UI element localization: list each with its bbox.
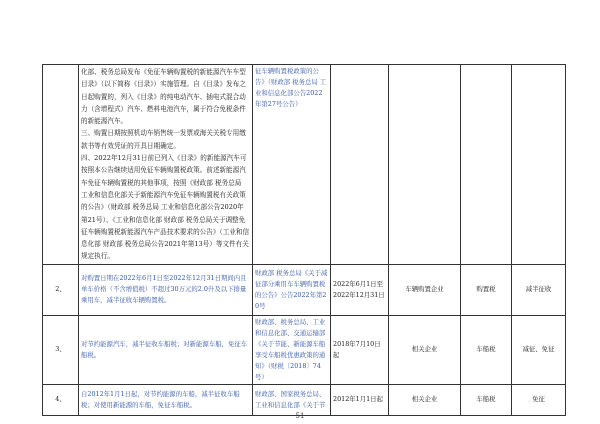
policy-content: 自2012年1月1日起，对节约能源的车船，减半征收车船税；对使用新能源的车船，免征车船税。 [79,384,253,415]
row-index: 3、 [43,315,79,384]
policy-tax-type: 车船税 [461,384,512,415]
policy-period: 2012年1月1日起 [331,384,389,415]
policy-content: 化部、税务总局发布《免征车辆购置税的新能源汽车车型目录》（以下简称《目录》）实施管理。自《目录》发布之日起购置的，列入《目录》的纯电动汽车、插电式混合动力（含增程式）汽车、燃料电池汽车，属于符合免税条件的新能源汽车。 三、购置日期按照机动车销售统一发票或海关关税专用缴款书等有效凭证的开具日期确定。 四、2022年12月31日前已列入《目录》的新能源汽车可按照本公告继续适用免征车辆购置税政策。前述新能源汽车免征车辆购置税的其他事项，按照《财政部 税务总局 工业和信息化部关于新能源汽车免征车辆购置税有关政策的公告》（财政部 税务总局 工业和信息化部公告2020年第21号）、《工业和信息化部 财政部 税务总局关于调整免征车辆购置税新能源汽车产品技术要求的公告》（工业和信息化部 财政部 税务总局公告2021年第13号）等文件有关规定执行。 [79,65,253,265]
policy-subject: 车辆购置企业 [389,264,461,315]
policy-measure: 减半征收 [512,264,566,315]
policy-basis: 征车辆购置税政策的公告》（财政部 税务总局 工业和信息化部公告2022年第27号公告） [253,65,331,265]
policy-basis: 财政部、国家税务总局、工业和信息化部《关于节 [253,384,331,415]
table-row [43,315,566,384]
policy-subject [389,65,461,265]
policy-measure: 减征、免征 [512,315,566,384]
policy-content: 对节约能源汽车，减半征收车船税；对新能源车船，免征车船税。 [79,315,253,384]
policy-period: 2018年7月10日起 [331,315,389,384]
policy-period [331,65,389,265]
policy-tax-type: 购置税 [461,264,512,315]
row-index: 4、 [43,384,79,415]
policy-table [42,64,566,416]
policy-subject: 相关企业 [389,315,461,384]
policy-measure [512,65,566,265]
policy-period: 2022年6月1日至2022年12月31日 [331,264,389,315]
policy-measure: 免征 [512,384,566,415]
table-row [43,65,566,265]
page-number: 51 [295,412,305,420]
policy-tax-type [461,65,512,265]
table-row [43,264,566,315]
policy-tax-type: 车船税 [461,315,512,384]
policy-content: 对购置日期在2022年6月1日至2022年12月31日期间内且单车价格（不含增值税）不超过30万元的2.0升及以下排量乘用车，减半征收车辆购置税。 [79,264,253,315]
policy-subject: 相关企业 [389,384,461,415]
row-index: 2、 [43,264,79,315]
table-row [43,384,566,415]
policy-basis: 财政部 税务总局《关于减征部分乘用车车辆购置税的公告》公告2022年第20号 [253,264,331,315]
row-index [43,65,79,265]
policy-basis: 财政部、税务总局、工业和信息化部、交通运输部《关于节能、新能源车船享受车船税优惠政策的通知》（财税〔2018〕74号） [253,315,331,384]
